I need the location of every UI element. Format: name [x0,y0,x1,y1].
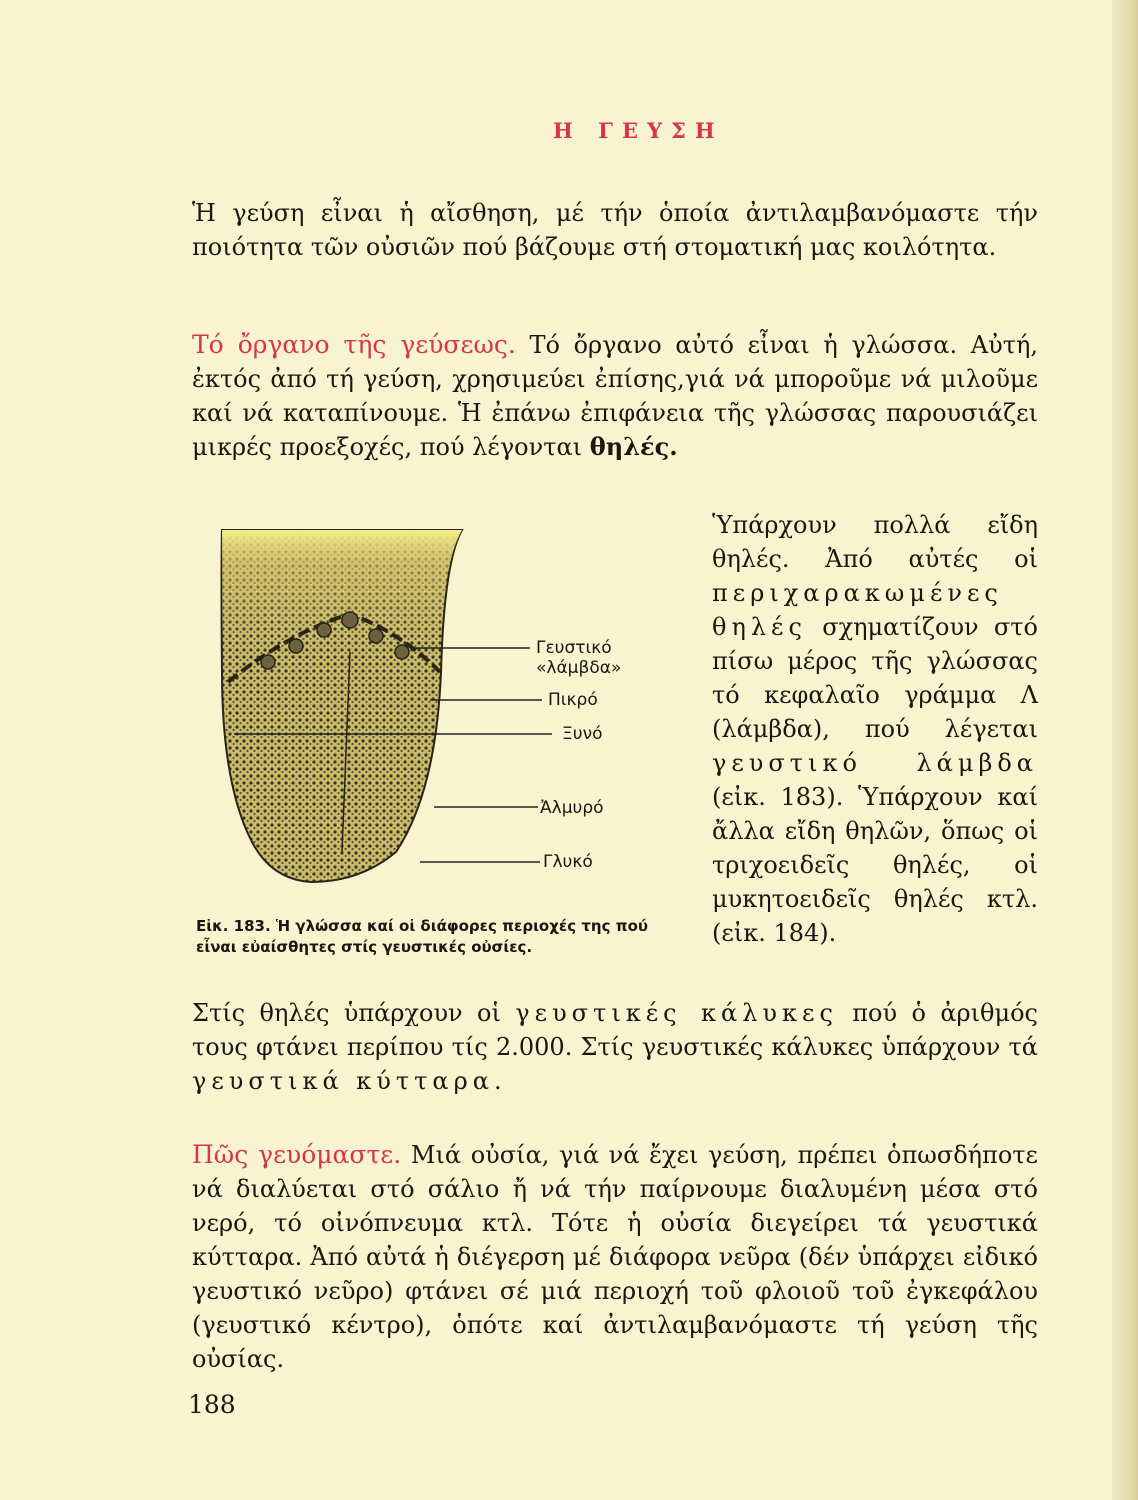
taste-heading: Πῶς γευόμαστε. [192,1140,402,1169]
label-bitter: Πικρό [548,690,598,710]
buds-text-2: πού ὁ ἀριθμός τους φτάνει περίπου τίς 2.000. Στίς γευστικές κάλυκες ὑπάρχουν τά [192,999,1038,1061]
papillae-text-3: (εἰκ. 183). Ὑπάρχουν καί ἄλλα εἴδη θηλῶν, ὅπως οἱ τριχοειδεῖς θηλές, οἱ μυκητοειδεῖς θηλές κτλ. (εἰκ. 184). [712,783,1038,947]
tongue-illustration [200,522,660,902]
papillae-text-2: σχηματίζουν στό πίσω μέρος τῆς γλώσσας τό κεφαλαῖο γράμμα Λ (λάμβδα), πού λέγεται [712,613,1038,743]
buds-term-calyces: γευστικές κάλυκες [515,999,838,1027]
papillae-term: θηλές. [589,432,678,461]
organ-paragraph [192,328,1038,464]
label-taste-lambda [536,638,621,678]
taste-text: Μιά οὐσία, γιά νά ἔχει γεύση, πρέπει ὁπωσδήποτε νά διαλύεται στό σάλιο ἤ νά τήν παίρνουμε διαλυμένη μέσα στό νερό, τό οἰνόπνευμα κτλ. Τότε ἡ οὐσία διεγείρει τά γευστικά κύτταρα. Ἀπό αὐτά ἡ διέγερση μέ διάφορα νεῦρα (δέν ὑπάρχει εἰδικό γευστικό νεῦρο) φτάνει σέ μιά περιοχή τοῦ φλοιοῦ τοῦ ἐγκεφάλου (γευστικό κέντρο), ὁπότε καί ἀντιλαμβανόμαστε τή γεύση τῆς οὐσίας. [192,1141,1038,1373]
page-title: Η ΓΕΥΣΗ [553,118,724,143]
tongue-figure [200,522,660,902]
taste-buds-paragraph [192,996,1038,1098]
page-spine-shadow [1112,0,1138,1500]
label-lambda-line1: Γευστικό [536,638,612,658]
papillae-text-1: Ὑπάρχουν πολλά εἴδη θηλές. Ἀπό αὐτές οἱ [712,511,1038,573]
buds-text-1: Στίς θηλές ὑπάρχουν οἱ [192,999,501,1027]
organ-heading: Τό ὄργανο τῆς γεύσεως. [192,330,516,359]
buds-term-cells: γευστικά κύτταρα. [192,1067,507,1095]
papillae-term-circumvallate: περιχαρακωμένες θηλές [712,579,1003,641]
page-number: 188 [188,1390,236,1419]
how-we-taste-paragraph [192,1138,1038,1376]
figure-caption: Εἰκ. 183. Ἡ γλώσσα καί οἱ διάφορες περιοχές της πού εἶναι εὐαίσθητες στίς γευστικές οὐσίες. [196,917,649,956]
label-salty: Ἀλμυρό [540,798,604,818]
label-sour: Ξυνό [562,724,603,744]
intro-paragraph: Ἡ γεύση εἶναι ἡ αἴσθηση, μέ τήν ὁποία ἀντιλαμβανόμαστε τήν ποιότητα τῶν οὐσιῶν πού βάζουμε στή στοματική μας κοιλότητα. [192,199,1038,261]
papillae-term-lambda: γευστικό λάμβδα [712,749,1038,777]
organ-text: Τό ὄργανο αὐτό εἶναι ἡ γλώσσα. Αὐτή, ἐκτός ἀπό τή γεύση, χρησιμεύει ἐπίσης,γιά νά μποροῦμε νά μιλοῦμε καί νά καταπίνουμε. Ἡ ἐπάνω ἐπιφάνεια τῆς γλώσσας παρουσιάζει μικρές προεξοχές, πού λέγονται [192,331,1039,461]
label-lambda-line2: «λάμβδα» [536,658,622,678]
papillae-paragraph [712,508,1038,950]
label-sweet: Γλυκό [543,852,593,872]
